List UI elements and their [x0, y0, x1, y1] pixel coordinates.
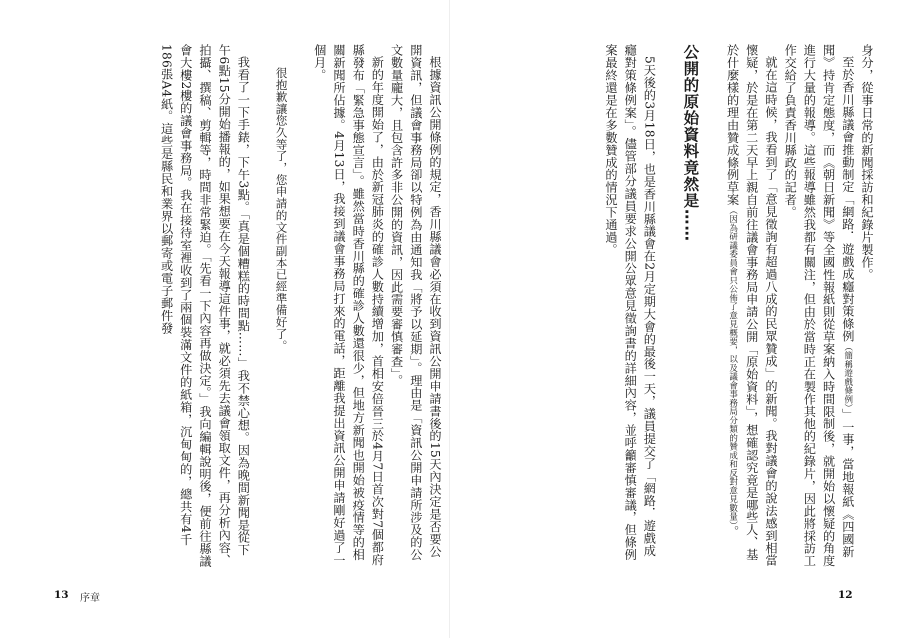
left-paragraph-2: 新的年度開始了，由於新冠肺炎的確診人數持續增加，首相安倍晉三於4月7日首次對7個都府縣發布「緊急事態宣言」。雖然當時香川縣的確診人數還很少，但地方新聞也開始被疫情等的相關新聞所佔據。4月13日，我接到議會事務局打來的電話，距離我提出資訊公開申請剛好過了一個月。 — [312, 44, 385, 567]
right-page — [450, 0, 900, 638]
left-paragraph-3: 我看了一下手錶，下午3點。「真是個糟糕的時間點……」我不禁心想。因為晚間新聞是從下午6點15分開始播報的，如果想要在今天報導這件事，就必須先去議會領取文件，再分析內容、拍攝、撰稿、剪輯等，時間非常緊迫。「先看一下內容再做決定。」我向編輯說明後，便前往縣議會大樓2樓的議會事務局。我在接待室裡收到了兩個裝滿文件的紙箱，沉甸甸的，總共有4千186張A4紙。這些是縣民和業界以郵寄或電子郵件發 — [159, 44, 251, 568]
right-paragraph-2-text-b: 」一事，當地報紙《四國新聞》持肯定態度，而《朝日新聞》等全國性報紙則從草案納入時間限制後，就開始以懷疑的角度進行大量的報導。這些報導雖然我都有關注，但由於當時正在製作其他的紀錄片，因此將採訪工作交給了負責香川縣政的記者。 — [783, 44, 855, 567]
running-title: 序章 — [80, 593, 100, 604]
right-paragraph-4: 5天後的3月18日，也是香川縣議會在2月定期大會的最後一天，議員提交了「網路．遊戲成癮對策條例案」。儘管部分議員要求公開公眾意見徵詢書的詳細內容，並呼籲審慎審議，但條例案最終還是在多數贊成的情況下通過。 — [603, 44, 657, 561]
blank-line — [291, 44, 310, 568]
committee-note: （因為研議委員會只公佈了意見概要，以及議會事務局分類的贊成和反對意見數量） — [727, 205, 738, 526]
blank-line — [252, 44, 271, 568]
right-paragraph-3-text-a: 就在這時候，我看到了「意見徵詢有超過八成的民眾贊成」的新聞。我對議會的說法感到相當懷疑，於是在第二天早上親自前往議會事務局申請公開「原始資料」，想確認究竟是哪些人、基於什麼樣的理由贊成條例草案 — [725, 44, 778, 567]
section-heading: 公開的原始資料竟然是…… — [681, 44, 700, 242]
right-paragraph-2 — [780, 44, 857, 568]
right-paragraph-1: 身分，從事日常的新聞採訪和紀錄片製作。 — [860, 44, 874, 281]
right-paragraph-3-text-b: 。 — [725, 525, 740, 538]
abbreviation-note: （簡稱遊戲條例） — [842, 342, 853, 409]
right-paragraph-2-text-a: 至於香川縣議會推動制定「網路．遊戲成癮對策條例 — [840, 56, 855, 343]
right-paragraph-3 — [722, 44, 780, 568]
page-number-right: 12 — [838, 589, 853, 601]
right-page-body — [464, 44, 876, 568]
blank-line — [658, 44, 677, 568]
blank-line — [703, 44, 722, 568]
phone-call-quote: 很抱歉讓您久等了，您申請的文件副本已經準備好了。 — [274, 67, 289, 352]
left-page-body — [44, 44, 444, 568]
left-paragraph-1: 根據資訊公開條例的規定，香川縣議會必須在收到資訊公開申請書後的15天內決定是否要公開資訊，但議會事務局卻以特例為由通知我「將予以延期」。理由是「資訊公開申請所涉及的公文數量龐大，且包含許多非公開的資訊，因此需要審慎審查」。 — [389, 44, 442, 561]
page-number-left: 13 — [54, 589, 69, 601]
